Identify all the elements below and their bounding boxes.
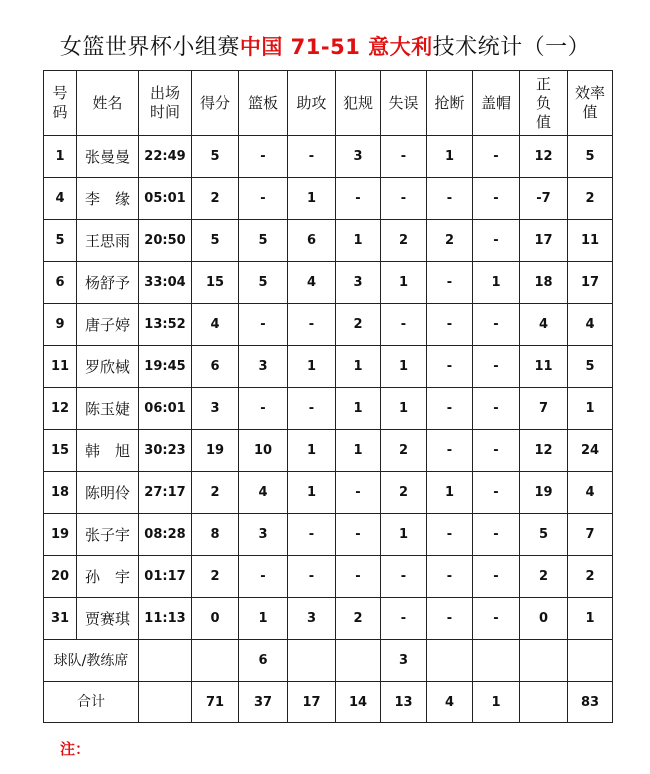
total-row [44,682,613,723]
cell-assists: 1 [288,430,336,472]
cell-plus-minus: 0 [520,598,568,640]
header-steals: 抢断 [427,71,473,136]
cell-blocks: - [473,136,520,178]
cell-minutes: 13:52 [139,304,192,346]
table-row [44,178,613,220]
cell-minutes: 22:49 [139,136,192,178]
cell-minutes: 20:50 [139,220,192,262]
title-score: 中国 71-51 意大利 [239,35,433,59]
header-number: 号码 [44,71,77,136]
cell-minutes: 11:13 [139,598,192,640]
note-label: 注： [60,740,91,758]
cell-points: 8 [192,514,239,556]
cell-fouls: 2 [336,598,381,640]
total-assists: 17 [288,682,336,723]
cell-efficiency: 4 [568,304,613,346]
cell-points: 3 [192,388,239,430]
cell-minutes: 19:45 [139,346,192,388]
cell-efficiency: 2 [568,556,613,598]
cell-number: 18 [44,472,77,514]
cell-name: 贾赛琪 [77,598,139,640]
table-row [44,304,613,346]
cell-points: 4 [192,304,239,346]
header-plus-minus: 正负值 [520,71,568,136]
cell-fouls: - [336,556,381,598]
cell-minutes: 33:04 [139,262,192,304]
cell-turnovers: - [381,556,427,598]
total-points: 71 [192,682,239,723]
cell-rebounds: 5 [239,220,288,262]
cell-efficiency: 2 [568,178,613,220]
table-cell [568,640,613,682]
cell-steals: - [427,388,473,430]
cell-efficiency: 24 [568,430,613,472]
cell-rebounds: - [239,136,288,178]
table-cell [192,640,239,682]
cell-points: 19 [192,430,239,472]
cell-blocks: - [473,178,520,220]
cell-blocks: - [473,346,520,388]
cell-fouls: - [336,472,381,514]
cell-number: 12 [44,388,77,430]
table-row [44,346,613,388]
team-bench-label: 球队/教练席 [44,640,139,682]
cell-number: 9 [44,304,77,346]
title-prefix: 女篮世界杯小组赛 [59,35,240,60]
cell-points: 2 [192,472,239,514]
cell-steals: 1 [427,472,473,514]
table-cell [473,640,520,682]
cell-turnovers: - [381,136,427,178]
cell-fouls: 3 [336,262,381,304]
cell-turnovers: 1 [381,262,427,304]
cell-number: 5 [44,220,77,262]
stats-table [43,70,613,723]
cell-turnovers: 2 [381,430,427,472]
table-cell [139,640,192,682]
cell-plus-minus: 5 [520,514,568,556]
header-rebounds: 篮板 [239,71,288,136]
cell-rebounds: - [239,178,288,220]
cell-assists: 1 [288,346,336,388]
cell-points: 15 [192,262,239,304]
cell-points: 5 [192,136,239,178]
cell-steals: 2 [427,220,473,262]
cell-assists: - [288,304,336,346]
cell-assists: 1 [288,472,336,514]
cell-plus-minus: 18 [520,262,568,304]
cell-plus-minus: -7 [520,178,568,220]
cell-assists: - [288,136,336,178]
cell-name: 陈玉婕 [77,388,139,430]
cell-plus-minus: 12 [520,136,568,178]
cell-plus-minus: 12 [520,430,568,472]
total-label: 合计 [44,682,139,723]
cell-name: 李 缘 [77,178,139,220]
table-row [44,556,613,598]
cell-minutes: 08:28 [139,514,192,556]
cell-plus-minus: 17 [520,220,568,262]
cell-plus-minus: 19 [520,472,568,514]
cell-name: 张子宇 [77,514,139,556]
table-cell [139,682,192,723]
cell-assists: 4 [288,262,336,304]
table-row [44,262,613,304]
cell-turnovers: - [381,304,427,346]
total-steals: 4 [427,682,473,723]
cell-steals: - [427,304,473,346]
cell-points: 6 [192,346,239,388]
cell-plus-minus: 7 [520,388,568,430]
cell-assists: - [288,388,336,430]
cell-points: 0 [192,598,239,640]
table-cell [520,682,568,723]
cell-minutes: 05:01 [139,178,192,220]
cell-turnovers: - [381,598,427,640]
cell-fouls: 2 [336,304,381,346]
cell-points: 5 [192,220,239,262]
page-title [0,32,650,63]
cell-steals: - [427,262,473,304]
cell-steals: - [427,556,473,598]
team-rebounds: 6 [239,640,288,682]
cell-steals: - [427,598,473,640]
cell-rebounds: 10 [239,430,288,472]
title-suffix: 技术统计（一） [432,35,591,60]
cell-blocks: - [473,598,520,640]
total-efficiency: 83 [568,682,613,723]
cell-number: 15 [44,430,77,472]
cell-turnovers: 2 [381,472,427,514]
cell-steals: - [427,346,473,388]
cell-rebounds: - [239,556,288,598]
table-row [44,388,613,430]
table-row [44,514,613,556]
cell-fouls: - [336,178,381,220]
cell-efficiency: 5 [568,346,613,388]
table-row [44,136,613,178]
cell-assists: 1 [288,178,336,220]
table-row [44,472,613,514]
cell-steals: 1 [427,136,473,178]
cell-name: 杨舒予 [77,262,139,304]
cell-blocks: - [473,514,520,556]
cell-fouls: 1 [336,388,381,430]
header-fouls: 犯规 [336,71,381,136]
cell-number: 19 [44,514,77,556]
cell-plus-minus: 2 [520,556,568,598]
cell-assists: 3 [288,598,336,640]
table-row [44,220,613,262]
table-cell [336,640,381,682]
cell-efficiency: 4 [568,472,613,514]
cell-number: 20 [44,556,77,598]
cell-steals: - [427,430,473,472]
table-row [44,598,613,640]
cell-assists: - [288,514,336,556]
cell-blocks: - [473,220,520,262]
cell-turnovers: 1 [381,346,427,388]
total-rebounds: 37 [239,682,288,723]
cell-turnovers: 1 [381,388,427,430]
header-points: 得分 [192,71,239,136]
table-cell [520,640,568,682]
cell-name: 王思雨 [77,220,139,262]
cell-fouls: 1 [336,346,381,388]
header-minutes: 出场时间 [139,71,192,136]
cell-blocks: - [473,388,520,430]
cell-number: 31 [44,598,77,640]
cell-efficiency: 7 [568,514,613,556]
cell-blocks: - [473,556,520,598]
cell-plus-minus: 4 [520,304,568,346]
cell-efficiency: 17 [568,262,613,304]
cell-minutes: 06:01 [139,388,192,430]
cell-fouls: 3 [336,136,381,178]
cell-minutes: 27:17 [139,472,192,514]
cell-rebounds: 3 [239,346,288,388]
cell-name: 张曼曼 [77,136,139,178]
cell-name: 韩 旭 [77,430,139,472]
cell-efficiency: 5 [568,136,613,178]
cell-rebounds: 4 [239,472,288,514]
cell-number: 1 [44,136,77,178]
cell-blocks: 1 [473,262,520,304]
header-row [44,71,613,136]
cell-steals: - [427,514,473,556]
cell-fouls: 1 [336,220,381,262]
header-name: 姓名 [77,71,139,136]
cell-steals: - [427,178,473,220]
header-efficiency: 效率值 [568,71,613,136]
cell-name: 陈明伶 [77,472,139,514]
cell-efficiency: 1 [568,388,613,430]
cell-blocks: - [473,304,520,346]
cell-rebounds: - [239,388,288,430]
cell-rebounds: 5 [239,262,288,304]
cell-rebounds: 3 [239,514,288,556]
cell-number: 6 [44,262,77,304]
table-cell [288,640,336,682]
cell-efficiency: 11 [568,220,613,262]
cell-rebounds: 1 [239,598,288,640]
header-turnovers: 失误 [381,71,427,136]
cell-name: 唐子婷 [77,304,139,346]
total-turnovers: 13 [381,682,427,723]
table-row [44,430,613,472]
cell-number: 11 [44,346,77,388]
cell-blocks: - [473,472,520,514]
cell-rebounds: - [239,304,288,346]
team-turnovers: 3 [381,640,427,682]
cell-assists: - [288,556,336,598]
cell-assists: 6 [288,220,336,262]
cell-name: 孙 宇 [77,556,139,598]
cell-points: 2 [192,556,239,598]
cell-name: 罗欣棫 [77,346,139,388]
header-blocks: 盖帽 [473,71,520,136]
cell-minutes: 01:17 [139,556,192,598]
table-cell [427,640,473,682]
cell-points: 2 [192,178,239,220]
total-blocks: 1 [473,682,520,723]
cell-efficiency: 1 [568,598,613,640]
cell-turnovers: 1 [381,514,427,556]
cell-minutes: 30:23 [139,430,192,472]
header-assists: 助攻 [288,71,336,136]
total-fouls: 14 [336,682,381,723]
cell-turnovers: - [381,178,427,220]
cell-fouls: - [336,514,381,556]
cell-blocks: - [473,430,520,472]
cell-turnovers: 2 [381,220,427,262]
team-bench-row [44,640,613,682]
cell-plus-minus: 11 [520,346,568,388]
cell-number: 4 [44,178,77,220]
cell-fouls: 1 [336,430,381,472]
